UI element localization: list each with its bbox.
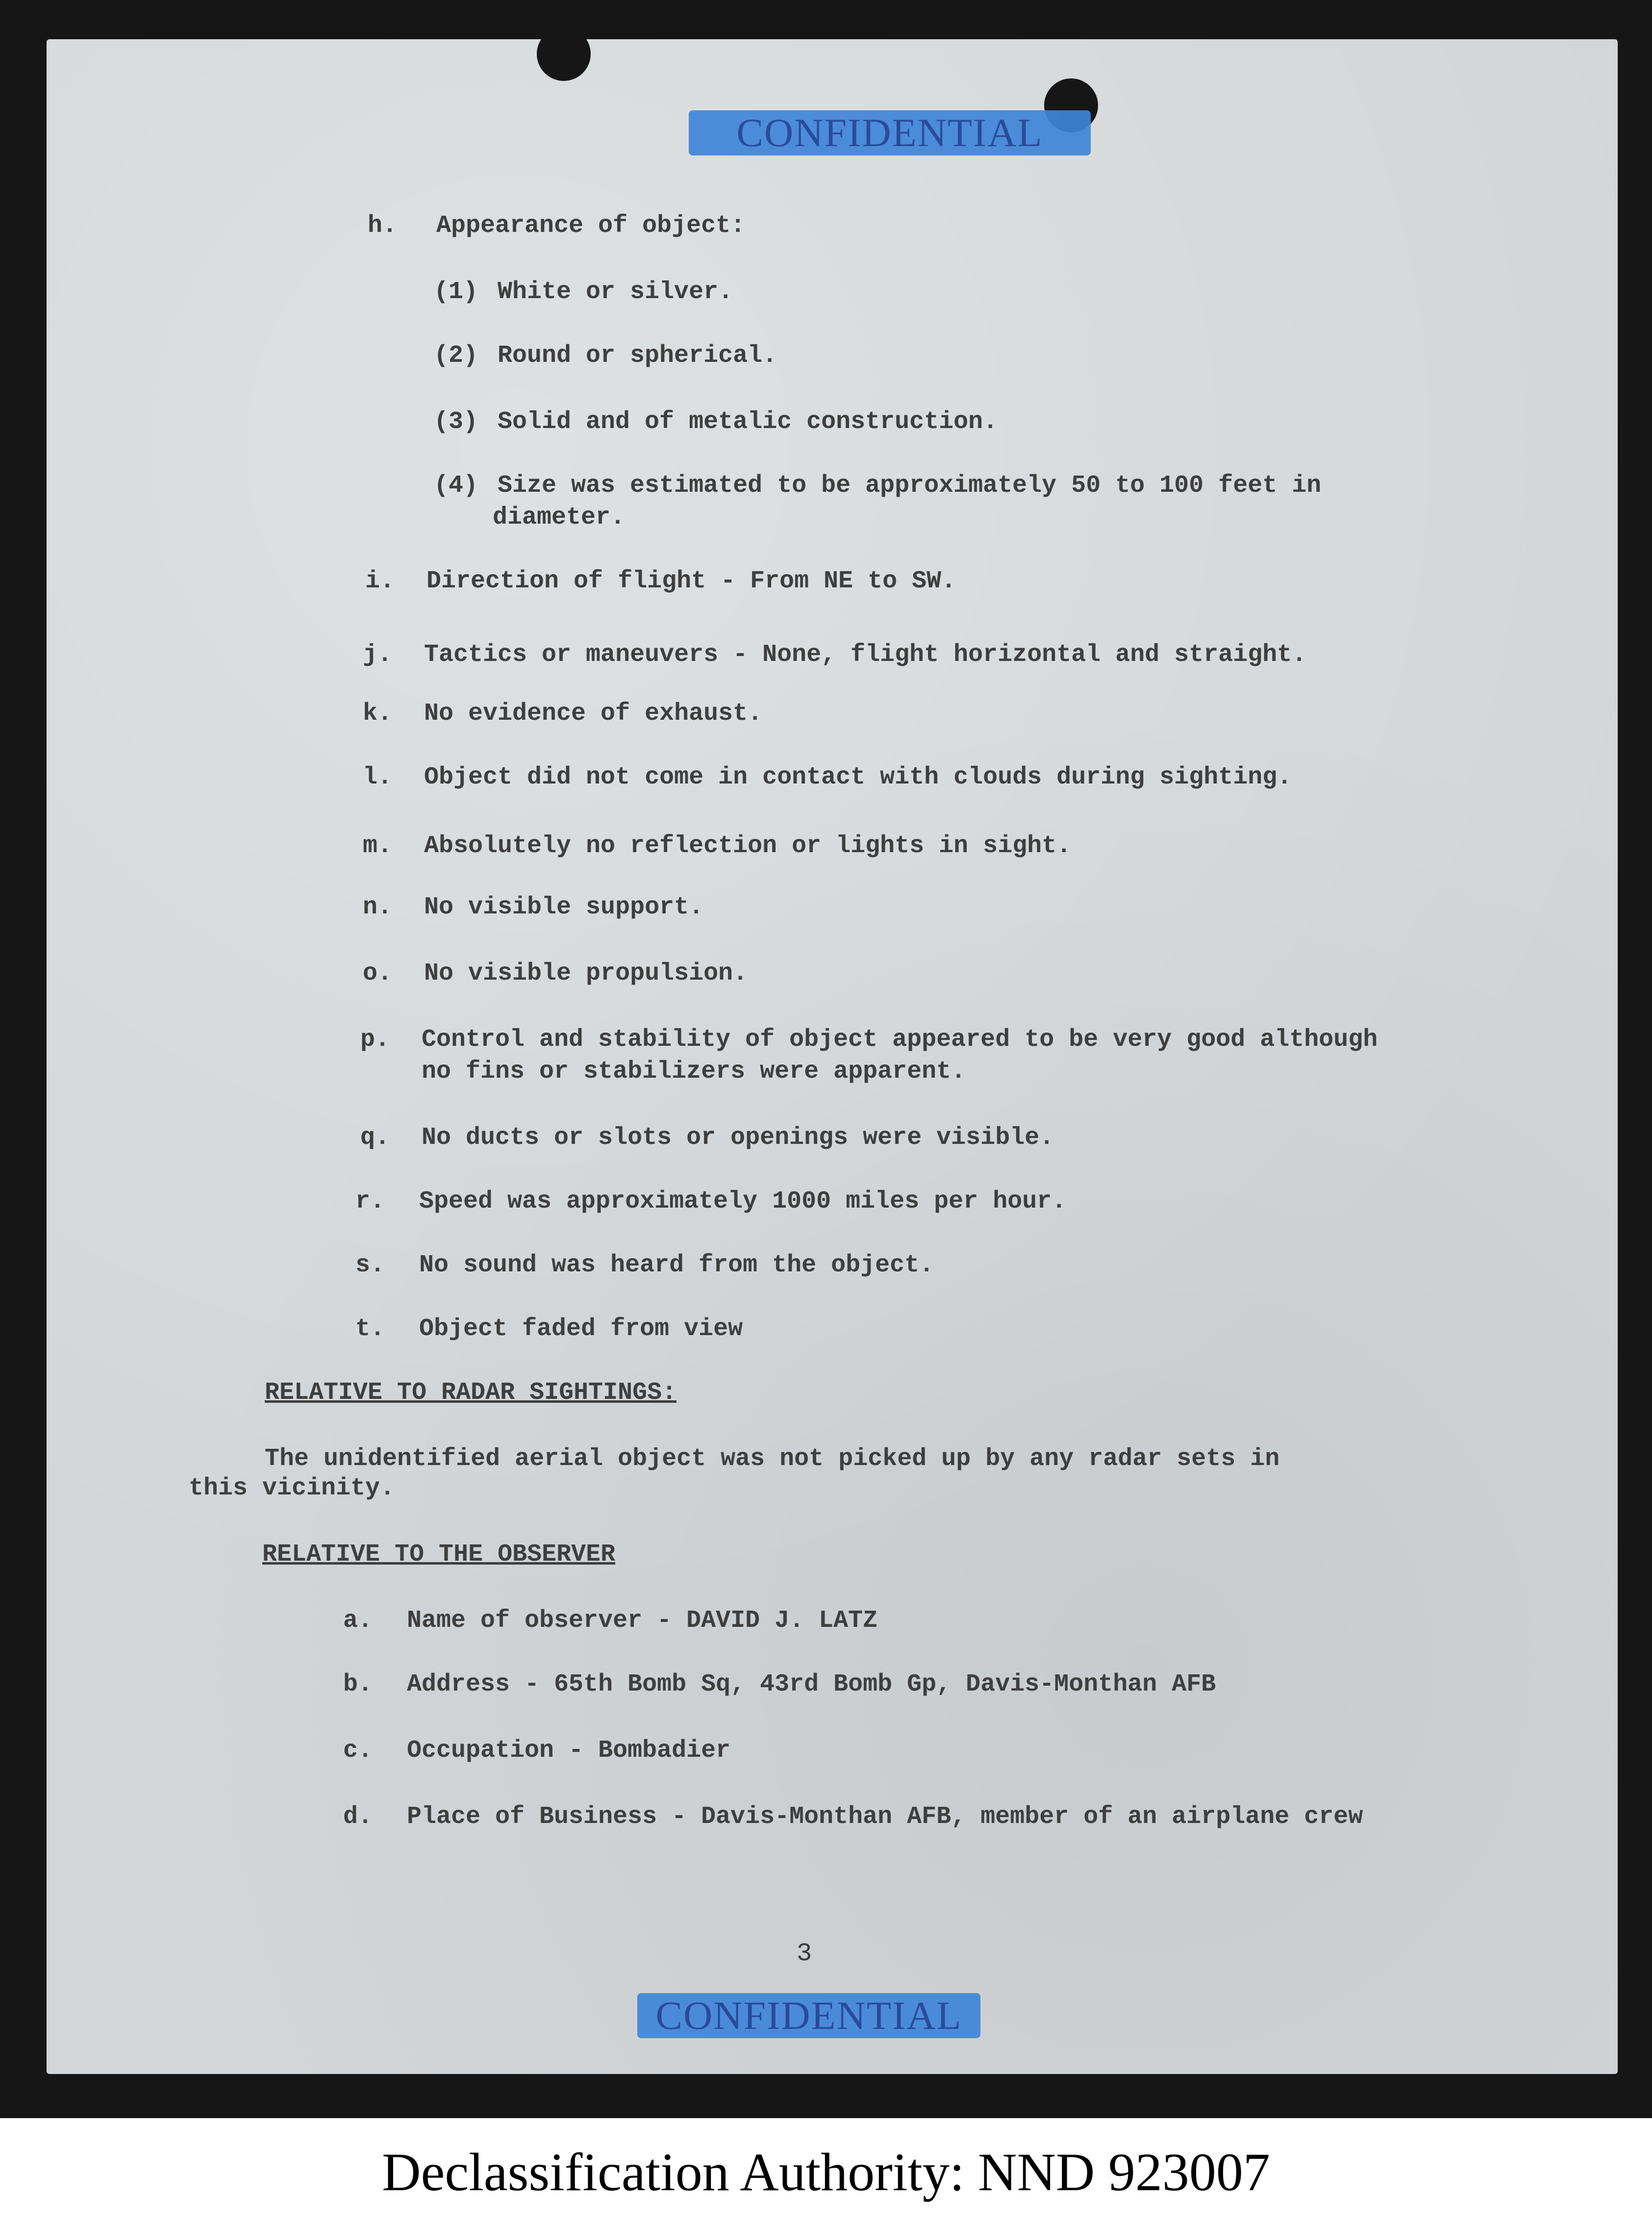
subitem-3 (434, 407, 998, 437)
confidential-stamp-bottom: CONFIDENTIAL (637, 1993, 980, 2038)
observer-heading: RELATIVE TO THE OBSERVER (262, 1541, 616, 1568)
observer-item-c (343, 1736, 730, 1766)
item-s (355, 1250, 934, 1281)
page-number: 3 (797, 1939, 812, 1968)
subitem-4-continued: diameter. (493, 504, 626, 531)
item-t (355, 1314, 743, 1344)
item-label: m. (363, 832, 393, 860)
item-q (360, 1123, 1054, 1153)
item-p (360, 1025, 1377, 1055)
item-r (355, 1187, 1066, 1217)
subitem-label: (3) (434, 408, 478, 436)
item-text: Place of Business - Davis-Monthan AFB, member of an airplane crew (407, 1803, 1363, 1831)
item-label: t. (355, 1315, 385, 1343)
subitem-4 (434, 471, 1321, 501)
item-i (365, 566, 956, 597)
item-text: Speed was approximately 1000 miles per hour. (419, 1188, 1067, 1215)
subitem-2 (434, 341, 777, 371)
item-text: Tactics or maneuvers - None, flight horizontal and straight. (424, 641, 1307, 669)
subitem-text: Solid and of metalic construction. (498, 408, 998, 436)
observer-item-b (343, 1670, 1216, 1700)
item-label: q. (360, 1124, 390, 1152)
radar-text-line2: this vicinity. (189, 1474, 395, 1502)
item-label: j. (363, 641, 393, 669)
item-text: No evidence of exhaust. (424, 700, 763, 728)
item-label: a. (343, 1607, 373, 1635)
subitem-1 (434, 277, 733, 307)
item-label: o. (363, 960, 393, 987)
subitem-text: Size was estimated to be approximately 50 to 100 feet in (498, 472, 1322, 500)
item-m (363, 831, 1071, 861)
radar-heading: RELATIVE TO RADAR SIGHTINGS: (265, 1379, 677, 1407)
item-text: Occupation - Bombadier (407, 1737, 731, 1765)
subitem-text: White or silver. (498, 278, 733, 306)
item-text: Object did not come in contact with clouds during sighting. (424, 763, 1292, 791)
item-o (363, 959, 748, 989)
subitem-label: (2) (434, 342, 478, 370)
item-label: p. (360, 1026, 390, 1054)
item-k (363, 699, 762, 729)
item-label: s. (355, 1251, 385, 1279)
item-p-continued: no fins or stabilizers were apparent. (422, 1058, 966, 1086)
confidential-stamp-top: CONFIDENTIAL (689, 110, 1091, 155)
item-text: Absolutely no reflection or lights in sight. (424, 832, 1072, 860)
item-text: Appearance of object: (436, 212, 746, 240)
item-text: Direction of flight - From NE to SW. (426, 567, 956, 595)
observer-item-a (343, 1606, 877, 1636)
item-label: i. (365, 567, 395, 595)
item-text: No sound was heard from the object. (419, 1251, 934, 1279)
item-text: Object faded from view (419, 1315, 743, 1343)
item-n (363, 892, 703, 923)
item-text: Address - 65th Bomb Sq, 43rd Bomb Gp, Davis-Monthan AFB (407, 1670, 1216, 1698)
item-text: Control and stability of object appeared to be very good although (422, 1026, 1378, 1054)
item-label: k. (363, 700, 393, 728)
item-label: l. (363, 763, 393, 791)
item-label: n. (363, 893, 393, 921)
item-text: No visible support. (424, 893, 704, 921)
item-label: c. (343, 1737, 373, 1765)
observer-item-d (343, 1802, 1363, 1832)
item-h (368, 211, 745, 241)
item-l (363, 762, 1292, 793)
subitem-label: (4) (434, 472, 478, 500)
item-label: d. (343, 1803, 373, 1831)
item-j (363, 640, 1306, 670)
punch-hole-left (537, 27, 591, 81)
item-label: r. (355, 1188, 385, 1215)
item-label: b. (343, 1670, 373, 1698)
radar-text-line1: The unidentified aerial object was not picked up by any radar sets in (265, 1445, 1280, 1473)
subitem-label: (1) (434, 278, 478, 306)
item-text: Name of observer - DAVID J. LATZ (407, 1607, 878, 1635)
declassification-footer: Declassification Authority: NND 923007 (0, 2118, 1652, 2226)
item-text: No ducts or slots or openings were visible. (422, 1124, 1054, 1152)
item-label: h. (368, 212, 398, 240)
item-text: No visible propulsion. (424, 960, 748, 987)
subitem-text: Round or spherical. (498, 342, 777, 370)
